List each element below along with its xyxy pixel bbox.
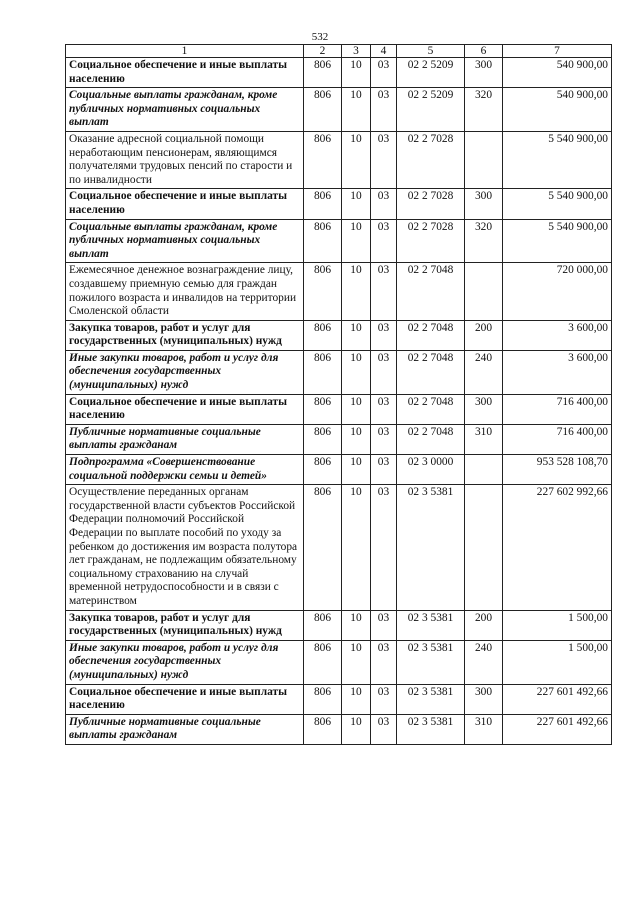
row-name: Публичные нормативные социальные выплаты гражданам <box>66 424 304 454</box>
row-expense-type: 300 <box>465 189 503 219</box>
row-amount: 5 540 900,00 <box>503 189 612 219</box>
row-ministry-code: 806 <box>304 131 342 188</box>
row-expense-type: 200 <box>465 610 503 640</box>
row-subsection: 03 <box>371 684 397 714</box>
row-name: Социальные выплаты гражданам, кроме публичных нормативных социальных выплат <box>66 219 304 263</box>
header-col-2: 2 <box>304 45 342 58</box>
row-section: 10 <box>342 58 371 88</box>
row-amount: 3 600,00 <box>503 320 612 350</box>
row-amount: 5 540 900,00 <box>503 219 612 263</box>
row-target-article: 02 2 5209 <box>397 58 465 88</box>
table-row <box>66 88 612 132</box>
row-subsection: 03 <box>371 263 397 320</box>
row-section: 10 <box>342 684 371 714</box>
row-expense-type: 300 <box>465 684 503 714</box>
row-ministry-code: 806 <box>304 485 342 610</box>
table-row <box>66 131 612 188</box>
row-amount: 3 600,00 <box>503 350 612 394</box>
row-name: Иные закупки товаров, работ и услуг для обеспечения государственных (муниципальных) нужд <box>66 640 304 684</box>
row-target-article: 02 2 7028 <box>397 189 465 219</box>
row-section: 10 <box>342 263 371 320</box>
row-subsection: 03 <box>371 640 397 684</box>
row-subsection: 03 <box>371 88 397 132</box>
table-body <box>66 58 612 745</box>
row-expense-type: 300 <box>465 58 503 88</box>
table-row <box>66 714 612 744</box>
row-target-article: 02 2 7048 <box>397 263 465 320</box>
row-expense-type: 200 <box>465 320 503 350</box>
row-ministry-code: 806 <box>304 350 342 394</box>
row-target-article: 02 3 5381 <box>397 610 465 640</box>
row-expense-type: 310 <box>465 714 503 744</box>
row-ministry-code: 806 <box>304 714 342 744</box>
row-ministry-code: 806 <box>304 88 342 132</box>
row-amount: 1 500,00 <box>503 640 612 684</box>
header-col-6: 6 <box>465 45 503 58</box>
header-col-5: 5 <box>397 45 465 58</box>
row-ministry-code: 806 <box>304 684 342 714</box>
row-name: Закупка товаров, работ и услуг для государственных (муниципальных) нужд <box>66 610 304 640</box>
row-section: 10 <box>342 350 371 394</box>
table-row <box>66 350 612 394</box>
row-target-article: 02 3 5381 <box>397 485 465 610</box>
row-ministry-code: 806 <box>304 455 342 485</box>
row-amount: 720 000,00 <box>503 263 612 320</box>
header-col-1: 1 <box>66 45 304 58</box>
row-subsection: 03 <box>371 610 397 640</box>
row-target-article: 02 2 5209 <box>397 88 465 132</box>
table-row <box>66 320 612 350</box>
row-name: Оказание адресной социальной помощи неработающим пенсионерам, являющимся получателями трудовых пенсий по старости и по инвалидности <box>66 131 304 188</box>
row-amount: 5 540 900,00 <box>503 131 612 188</box>
row-section: 10 <box>342 455 371 485</box>
row-section: 10 <box>342 320 371 350</box>
row-section: 10 <box>342 714 371 744</box>
table-row <box>66 394 612 424</box>
table-row <box>66 219 612 263</box>
table-row <box>66 485 612 610</box>
table-row <box>66 263 612 320</box>
row-amount: 716 400,00 <box>503 394 612 424</box>
row-subsection: 03 <box>371 455 397 485</box>
row-subsection: 03 <box>371 424 397 454</box>
row-amount: 227 601 492,66 <box>503 684 612 714</box>
row-amount: 1 500,00 <box>503 610 612 640</box>
row-subsection: 03 <box>371 714 397 744</box>
row-ministry-code: 806 <box>304 610 342 640</box>
row-section: 10 <box>342 131 371 188</box>
row-target-article: 02 2 7048 <box>397 350 465 394</box>
row-subsection: 03 <box>371 189 397 219</box>
row-name: Социальное обеспечение и иные выплаты населению <box>66 394 304 424</box>
row-expense-type <box>465 455 503 485</box>
table-row <box>66 455 612 485</box>
header-row <box>66 45 612 58</box>
row-name: Иные закупки товаров, работ и услуг для обеспечения государственных (муниципальных) нужд <box>66 350 304 394</box>
row-expense-type <box>465 263 503 320</box>
table-row <box>66 684 612 714</box>
row-expense-type: 240 <box>465 350 503 394</box>
row-amount: 953 528 108,70 <box>503 455 612 485</box>
row-ministry-code: 806 <box>304 189 342 219</box>
row-name: Осуществление переданных органам государственной власти субъектов Российской Федерации полномочий Российской Федерации по выплате пособий по уходу за ребенком до достижения им возраста полутора лет гражданам, не подлежащим обязательному социальному страхованию на случай временной нетрудоспособности и в связи с материнством <box>66 485 304 610</box>
page-number: 532 <box>311 31 329 43</box>
row-name: Публичные нормативные социальные выплаты гражданам <box>66 714 304 744</box>
row-expense-type: 320 <box>465 88 503 132</box>
header-col-4: 4 <box>371 45 397 58</box>
header-col-3: 3 <box>342 45 371 58</box>
row-amount: 227 602 992,66 <box>503 485 612 610</box>
row-section: 10 <box>342 219 371 263</box>
row-target-article: 02 3 5381 <box>397 684 465 714</box>
row-name: Социальное обеспечение и иные выплаты населению <box>66 58 304 88</box>
row-expense-type: 300 <box>465 394 503 424</box>
row-ministry-code: 806 <box>304 394 342 424</box>
table-row <box>66 640 612 684</box>
table-row <box>66 610 612 640</box>
row-name: Социальные выплаты гражданам, кроме публичных нормативных социальных выплат <box>66 88 304 132</box>
row-amount: 540 900,00 <box>503 58 612 88</box>
table-row <box>66 424 612 454</box>
header-col-7: 7 <box>503 45 612 58</box>
row-name: Социальное обеспечение и иные выплаты населению <box>66 189 304 219</box>
row-expense-type: 310 <box>465 424 503 454</box>
row-amount: 227 601 492,66 <box>503 714 612 744</box>
row-target-article: 02 3 5381 <box>397 640 465 684</box>
row-subsection: 03 <box>371 320 397 350</box>
row-expense-type: 320 <box>465 219 503 263</box>
row-target-article: 02 3 5381 <box>397 714 465 744</box>
row-amount: 540 900,00 <box>503 88 612 132</box>
row-name: Закупка товаров, работ и услуг для государственных (муниципальных) нужд <box>66 320 304 350</box>
row-subsection: 03 <box>371 485 397 610</box>
table-header <box>66 45 612 58</box>
row-subsection: 03 <box>371 219 397 263</box>
row-section: 10 <box>342 189 371 219</box>
row-subsection: 03 <box>371 350 397 394</box>
row-name: Подпрограмма «Совершенствование социальной поддержки семьи и детей» <box>66 455 304 485</box>
row-section: 10 <box>342 485 371 610</box>
row-target-article: 02 2 7048 <box>397 424 465 454</box>
row-expense-type: 240 <box>465 640 503 684</box>
row-target-article: 02 2 7028 <box>397 131 465 188</box>
row-name: Социальное обеспечение и иные выплаты населению <box>66 684 304 714</box>
row-ministry-code: 806 <box>304 58 342 88</box>
row-section: 10 <box>342 424 371 454</box>
row-name: Ежемесячное денежное вознаграждение лицу, создавшему приемную семью для граждан пожилого возраста и инвалидов на территории Смоленской области <box>66 263 304 320</box>
table-row <box>66 58 612 88</box>
table-row <box>66 189 612 219</box>
row-ministry-code: 806 <box>304 320 342 350</box>
row-amount: 716 400,00 <box>503 424 612 454</box>
budget-table <box>65 44 612 745</box>
row-section: 10 <box>342 88 371 132</box>
row-section: 10 <box>342 640 371 684</box>
row-ministry-code: 806 <box>304 640 342 684</box>
row-target-article: 02 2 7048 <box>397 394 465 424</box>
row-ministry-code: 806 <box>304 263 342 320</box>
row-ministry-code: 806 <box>304 424 342 454</box>
row-ministry-code: 806 <box>304 219 342 263</box>
row-target-article: 02 3 0000 <box>397 455 465 485</box>
row-subsection: 03 <box>371 58 397 88</box>
row-section: 10 <box>342 610 371 640</box>
row-expense-type <box>465 131 503 188</box>
row-subsection: 03 <box>371 394 397 424</box>
row-section: 10 <box>342 394 371 424</box>
row-expense-type <box>465 485 503 610</box>
row-subsection: 03 <box>371 131 397 188</box>
row-target-article: 02 2 7048 <box>397 320 465 350</box>
row-target-article: 02 2 7028 <box>397 219 465 263</box>
